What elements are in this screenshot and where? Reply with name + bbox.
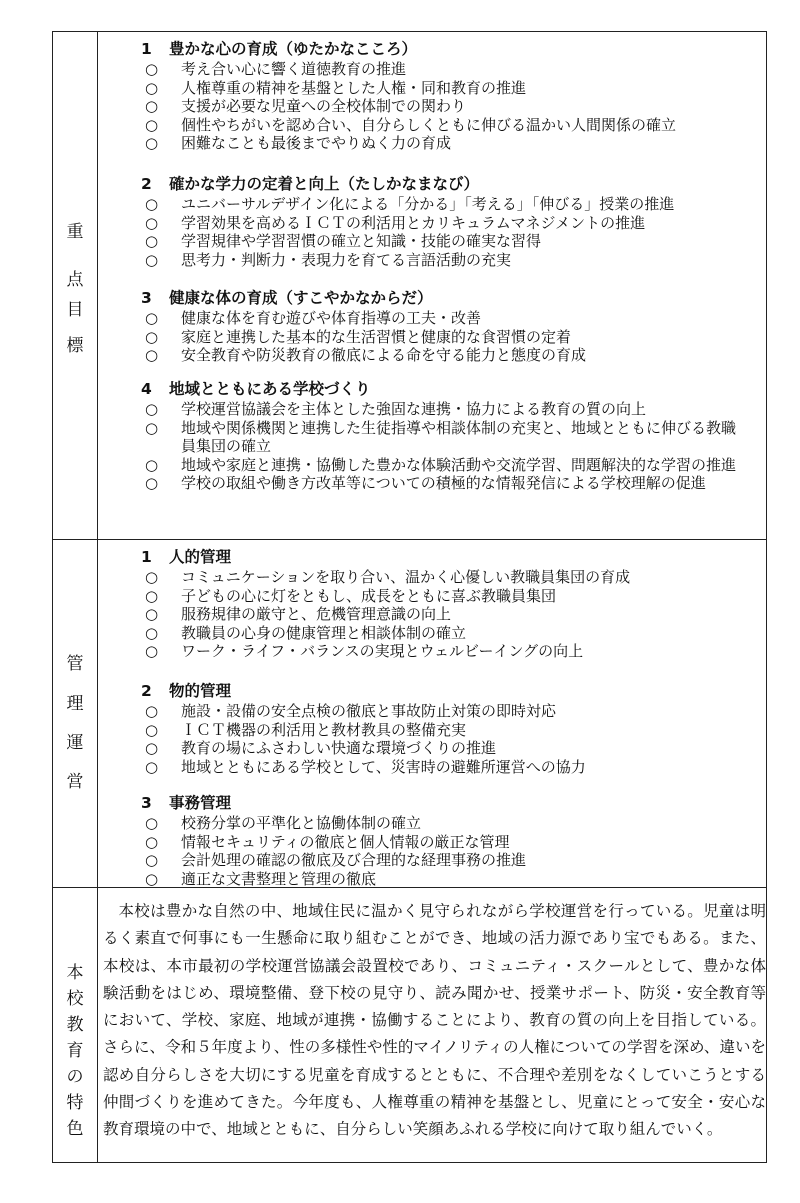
- list-item: ○ 地域や家庭と連携・協働した豊かな体験活動や交流学習、問題解決的な学習の推進: [145, 455, 737, 474]
- list-item: ○ 施設・設備の安全点検の徹底と事故防止対策の即時対応: [145, 702, 557, 720]
- goals-section: [97, 173, 746, 269]
- bullet-icon: ○: [145, 832, 159, 851]
- list-item: ○ 情報セキュリティの徹底と個人情報の厳正な管理: [145, 832, 510, 851]
- list-item: ○ 個性やちがいを認め合い、自分らしくともに伸びる温かい人間関係の確立: [145, 115, 677, 134]
- list-item: ○ 考え合い心に響く道徳教育の推進: [145, 60, 407, 78]
- list-item: ○ 子どもの心に灯をともし、成長をともに喜ぶ教職員集団: [145, 586, 557, 605]
- features-label-char: 育: [66, 1041, 84, 1061]
- list-item: ○ 教育の場にふさわしい快適な環境づくりの推進: [145, 739, 497, 758]
- list-item: ○ 適正な文書整理と管理の徹底: [145, 869, 377, 888]
- list-item: ○ 校務分掌の平準化と協働体制の確立: [145, 814, 422, 832]
- bullet-icon: ○: [145, 418, 159, 437]
- bullet-icon: ○: [145, 814, 159, 832]
- list-item: ○ 学校運営協議会を主体とした強固な連携・協力による教育の質の向上: [145, 400, 647, 418]
- bullet-icon: ○: [145, 232, 159, 251]
- section-title: 2 物的管理: [141, 682, 232, 700]
- list-item: ○ 会計処理の確認の徹底及び合理的な経理事務の推進: [145, 851, 527, 870]
- management-section: [97, 680, 746, 776]
- list-item: ○ 地域とともにある学校として、災害時の避難所運営への協力: [145, 757, 586, 776]
- bullet-icon: ○: [145, 720, 159, 739]
- bullet-icon: ○: [145, 213, 159, 232]
- bullet-icon: ○: [145, 568, 159, 586]
- list-item: ○ 教職員の心身の健康管理と相談体制の確立: [145, 623, 467, 642]
- list-item: ○ 健康な体を育む遊びや体育指導の工夫・改善: [145, 309, 482, 327]
- list-item: ○ 安全教育や防災教育の徹底による命を守る能力と態度の育成: [145, 346, 587, 365]
- list-item: ○ 学校の取組や働き方改革等についての積極的な情報発信による学校理解の促進: [145, 474, 706, 493]
- features-label-char: の: [66, 1067, 84, 1087]
- section-title: 1 豊かな心の育成（ゆたかなこころ）: [141, 40, 418, 58]
- goals-label-char: 目: [66, 300, 84, 320]
- bullet-icon: ○: [145, 642, 159, 661]
- bullet-icon: ○: [145, 250, 159, 269]
- bullet-icon: ○: [145, 400, 159, 418]
- goals-label-char: 標: [66, 336, 84, 356]
- bullet-icon: ○: [145, 346, 159, 365]
- list-item: ○ ワーク・ライフ・バランスの実現とウェルビーイングの向上: [145, 642, 584, 661]
- management-label-char: 管: [66, 654, 84, 674]
- features-label: [53, 960, 97, 1142]
- main-table: [52, 31, 767, 1163]
- list-item: ○ コミュニケーションを取り合い、温かく心優しい教職員集団の育成: [145, 568, 631, 586]
- goals-label-char: 重: [66, 222, 84, 242]
- features-label-char: 特: [66, 1093, 84, 1113]
- bullet-icon: ○: [145, 739, 159, 758]
- bullet-icon: ○: [145, 309, 159, 327]
- list-item: ○ 地域や関係機関と連携した生徒指導や相談体制の充実と、地域とともに伸びる教職員集団の確立: [145, 418, 737, 456]
- management-label-char: 運: [66, 733, 84, 753]
- list-item: ○ 学習効果を高めるＩＣＴの利活用とカリキュラムマネジメントの推進: [145, 213, 646, 232]
- features-label-char: 教: [66, 1015, 84, 1035]
- bullet-icon: ○: [145, 97, 159, 116]
- list-item: ○ ＩＣＴ機器の利活用と教材教具の整備充実: [145, 720, 467, 739]
- bullet-icon: ○: [145, 623, 159, 642]
- management-label-char: 理: [66, 694, 84, 714]
- list-item: ○ 人権尊重の精神を基盤とした人権・同和教育の推進: [145, 78, 527, 97]
- features-label-char: 校: [66, 989, 84, 1009]
- section-title: 4 地域とともにある学校づくり: [141, 380, 371, 398]
- bullet-icon: ○: [145, 605, 159, 624]
- list-item: ○ 学習規律や学習習慣の確立と知識・技能の確実な習得: [145, 232, 542, 251]
- goals-section: [97, 378, 746, 493]
- bullet-icon: ○: [145, 134, 159, 153]
- bullet-icon: ○: [145, 60, 159, 78]
- bullet-icon: ○: [145, 869, 159, 888]
- bullet-icon: ○: [145, 757, 159, 776]
- row-divider-1: [53, 539, 766, 540]
- features-label-char: 色: [66, 1119, 84, 1139]
- bullet-icon: ○: [145, 702, 159, 720]
- section-title: 1 人的管理: [141, 548, 232, 566]
- features-paragraph: 本校は豊かな自然の中、地域住民に温かく見守られながら学校運営を行っている。児童は明るく素直で何事にも一生懸命に取り組むことができ、地域の活力源であり宝でもある。また、本校は、本市最初の学校運営協議会設置校であり、コミュニティ・スクールとして、豊かな体験活動をはじめ、環境整備、登下校の見守り、読み聞かせ、授業サポート、防災・安全教育等において、学校、家庭、地域が連携・協働することにより、教育の質の向上を目指している。さらに、令和５年度より、性の多様性や性的マイノリティの人権についての学習を深め、違いを認め自分らしさを大切にする児童を育成するとともに、不合理や差別をなくしていこうとする仲間づくりを進めてきた。今年度も、人権尊重の精神を基盤とし、児童にとって安全・安心な教育環境の中で、地域とともに、自分らしい笑顔あふれる学校に向けて取り組んでいく。: [103, 902, 766, 1139]
- bullet-icon: ○: [145, 195, 159, 213]
- bullet-icon: ○: [145, 851, 159, 870]
- list-item: ○ 家庭と連携した基本的な生活習慣と健康的な食習慣の定着: [145, 327, 572, 346]
- bullet-icon: ○: [145, 115, 159, 134]
- bullet-icon: ○: [145, 455, 159, 474]
- bullet-icon: ○: [145, 327, 159, 346]
- list-item: ○ ユニバーサルデザイン化による「分かる」「考える」「伸びる」授業の推進: [145, 195, 675, 213]
- list-item: ○ 思考力・判断力・表現力を育てる言語活動の充実: [145, 250, 512, 269]
- management-section: [97, 792, 746, 888]
- management-label-char: 営: [66, 772, 84, 792]
- goals-section: [97, 287, 746, 365]
- section-title: 2 確かな学力の定着と向上（たしかなまなび）: [141, 175, 480, 193]
- list-item: ○ 困難なことも最後までやりぬく力の育成: [145, 134, 452, 153]
- goals-label-char: 点: [66, 270, 84, 290]
- section-title: 3 健康な体の育成（すこやかなからだ）: [141, 289, 433, 307]
- list-item: ○ 服務規律の厳守と、危機管理意識の向上: [145, 605, 452, 624]
- features-label-char: 本: [66, 963, 84, 983]
- bullet-icon: ○: [145, 474, 159, 493]
- management-section: [97, 546, 746, 661]
- section-title: 3 事務管理: [141, 794, 232, 812]
- goals-section: [97, 38, 746, 153]
- bullet-icon: ○: [145, 78, 159, 97]
- bullet-icon: ○: [145, 586, 159, 605]
- list-item: ○ 支援が必要な児童への全校体制での関わり: [145, 97, 467, 116]
